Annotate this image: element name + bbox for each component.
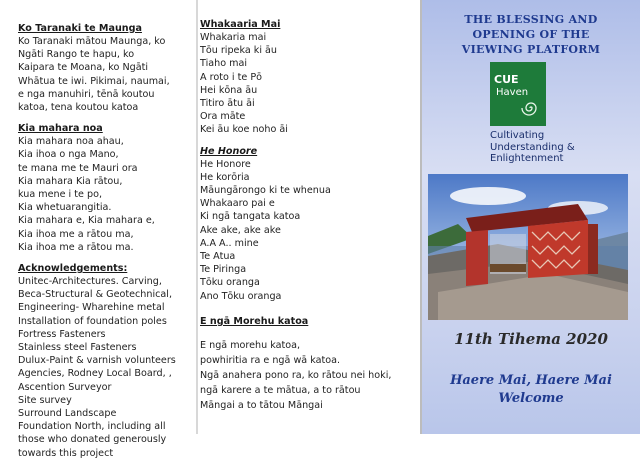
text-line: powhiritia ra e ngā wā katoa. — [200, 354, 341, 366]
text-line: e nga manuhiri, tēnā koutou — [18, 88, 155, 100]
text-line: Kia mahara e, Kia mahara e, — [18, 215, 155, 227]
text-line: Ascention Surveyor — [18, 381, 112, 393]
text-line: Fortress Fasteners — [18, 328, 106, 340]
text-line: te mana me te Mauri ora — [18, 162, 138, 174]
text-line: Tiaho mai — [200, 58, 247, 70]
acknowledgements-panel — [0, 0, 200, 459]
text-line: Kia ihoa o nga Mano, — [18, 149, 119, 161]
section-heading: Kia mahara noa — [18, 123, 103, 135]
text-line: towards this project — [18, 447, 114, 459]
logo-text: CUE — [494, 73, 519, 86]
text-line: Beca-Structural & Geotechnical, — [18, 289, 173, 301]
welcome-message — [422, 372, 640, 408]
text-line: Ora māte — [200, 111, 246, 123]
section-heading: E ngā Morehu katoa — [200, 315, 309, 327]
text-line: Foundation North, including all — [18, 421, 166, 433]
text-line: Engineering- Wharehine metal — [18, 302, 165, 314]
section-heading: He Honore — [200, 145, 258, 157]
text-line: Dulux-Paint & varnish volunteers — [18, 355, 176, 367]
text-line: He korōria — [200, 171, 250, 183]
section-he-honore — [200, 145, 422, 303]
welcome-line: Welcome — [498, 391, 564, 406]
text-line: Whakaaro pai e — [200, 198, 275, 210]
text-line: Ngā anahera pono ra, ko rātou nei hoki, — [200, 369, 392, 381]
text-line: Kei āu koe noho āi — [200, 124, 288, 136]
logo-subtext: Haven — [496, 87, 529, 98]
text-line: A.A A.. mine — [200, 237, 259, 249]
section-heading: Whakaaria Mai — [200, 19, 281, 30]
text-line: He Honore — [200, 158, 251, 170]
text-line: Kia ihoa me a rātou ma, — [18, 228, 134, 240]
text-line: Kia ihoa me a rātou ma. — [18, 241, 134, 253]
section-whakaaria-mai — [200, 18, 422, 137]
text-line: kua mene i te po, — [18, 189, 102, 201]
spiral-icon — [520, 96, 542, 120]
text-line: ngā karere a te mātua, a to rātou — [200, 384, 361, 396]
section-heading: Acknowledgements: — [18, 263, 128, 275]
text-line: Kia mahara Kia rātou, — [18, 175, 123, 187]
text-line: Te Piringa — [200, 264, 247, 276]
text-line: A roto i te Pō — [200, 71, 262, 83]
cover-title-line: OPENING OF THE — [472, 28, 590, 41]
text-line: Surround Landscape — [18, 408, 117, 420]
section-acknowledgements — [18, 262, 200, 460]
section-kia-mahara — [18, 122, 200, 254]
tagline — [490, 130, 630, 165]
text-line: Ake ake, ake ake — [200, 224, 281, 236]
fold-line — [196, 0, 198, 434]
tagline-line: Enlightenment — [490, 153, 564, 164]
text-line: Māngai a to tātou Māngai — [200, 399, 323, 411]
text-line: Māungārongo ki te whenua — [200, 185, 331, 197]
text-line: Site survey — [18, 394, 72, 406]
text-line: Agencies, Rodney Local Board, , — [18, 368, 172, 380]
text-line: Ano Tōku oranga — [200, 290, 282, 302]
tagline-line: Understanding & — [490, 141, 575, 153]
text-line: Unitec-Architectures. Carving, — [18, 276, 162, 288]
section-ko-taranaki — [18, 22, 200, 114]
text-line: Kia whetuarangitia. — [18, 202, 112, 214]
text-line: Tōu ripeka ki āu — [200, 45, 278, 57]
text-line: Ko Taranaki mātou Maunga, ko — [18, 36, 166, 47]
text-line: Kia mahara noa ahau, — [18, 136, 124, 148]
viewing-platform-photo — [428, 174, 628, 320]
text-line: Te Atua — [200, 251, 236, 263]
text-line: katoa, tena koutou katoa — [18, 102, 139, 114]
text-line: Kaipara te Moana, ko Ngāti — [18, 62, 149, 74]
text-line: Installation of foundation poles — [18, 315, 167, 327]
tagline-line: Cultivating — [490, 130, 545, 141]
section-e-nga-morehu — [200, 315, 422, 413]
text-line: Whakaria mai — [200, 32, 267, 43]
text-line: E ngā morehu katoa, — [200, 339, 301, 351]
text-line: Stainless steel Fasteners — [18, 342, 137, 354]
text-line: Ngāti Rango te hapu, ko — [18, 49, 135, 61]
event-date: 11th Tihema 2020 — [454, 330, 608, 348]
text-line: those who donated generously — [18, 434, 167, 446]
text-line: Ki ngā tangata katoa — [200, 211, 301, 223]
text-line: Hei kōna āu — [200, 84, 258, 96]
welcome-line: Haere Mai, Haere Mai — [450, 373, 612, 388]
text-line: Titiro ātu āi — [200, 98, 255, 110]
cue-haven-logo — [490, 62, 546, 126]
text-line: Tōku oranga — [200, 277, 260, 289]
karakia-panel — [200, 0, 422, 434]
section-heading: Ko Taranaki te Maunga — [18, 23, 142, 34]
cover-title-line: VIEWING PLATFORM — [461, 43, 601, 56]
text-line: Whātua te iwi. Pikimai, naumai, — [18, 75, 170, 87]
cover-title — [422, 12, 640, 57]
cover-title-line: THE BLESSING AND — [464, 13, 598, 26]
